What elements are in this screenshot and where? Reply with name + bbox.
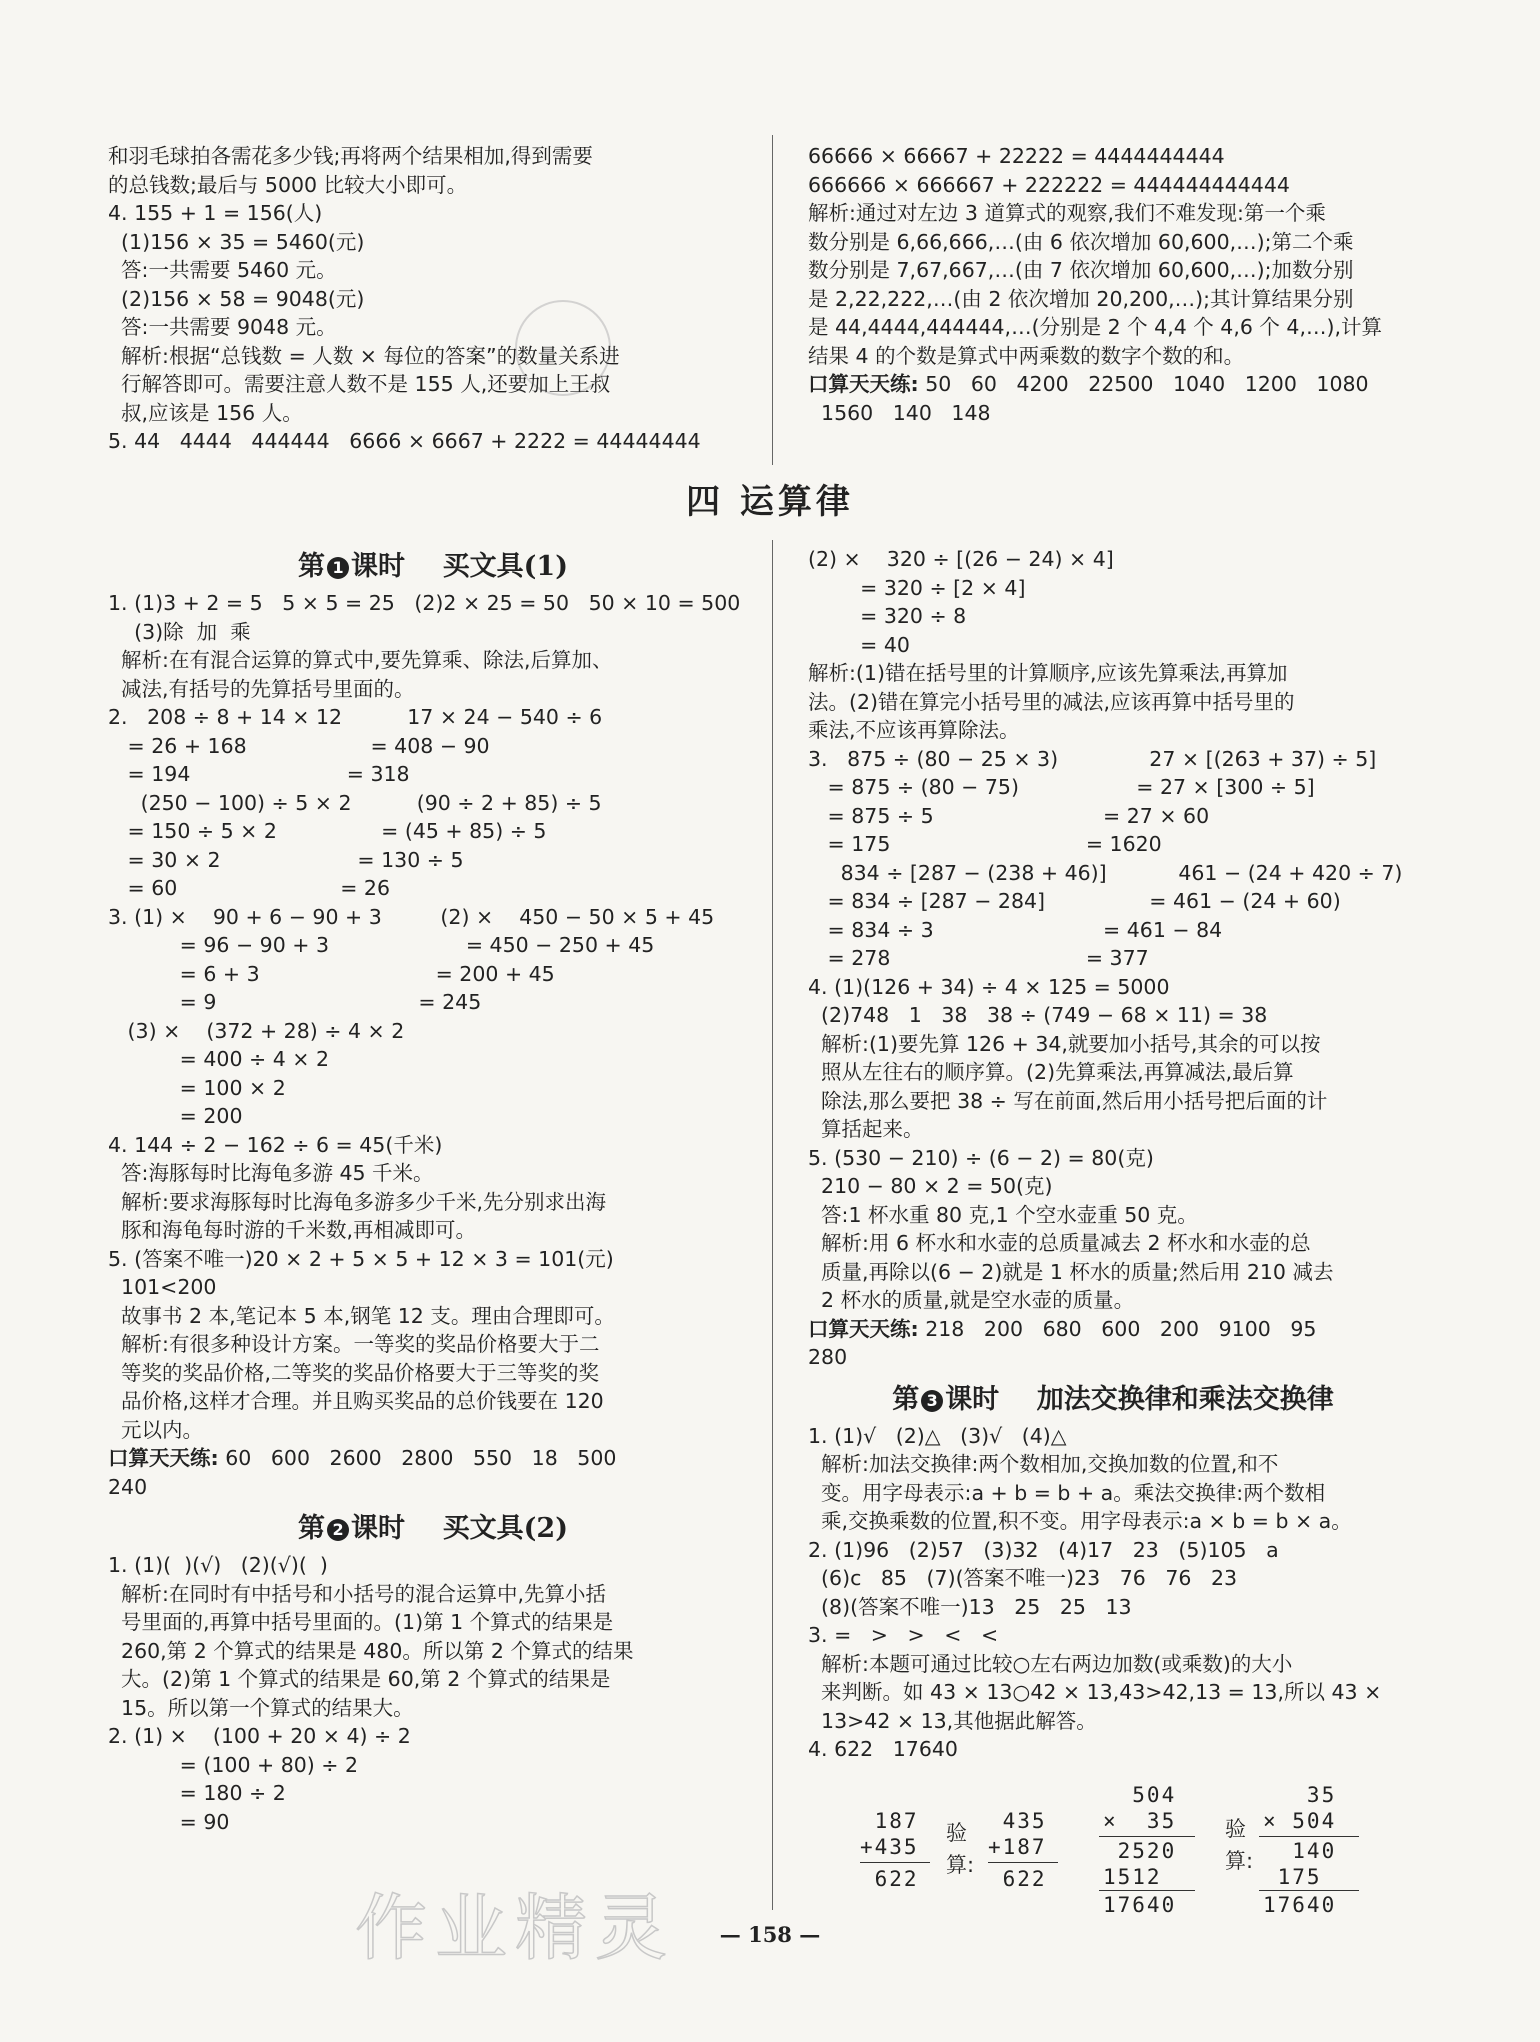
oral-practice-1	[808, 370, 1418, 399]
answer-line: (6)c 85 (7)(答案不唯一)23 76 76 23	[808, 1566, 1238, 1590]
oral-values-2: 240	[108, 1474, 148, 1499]
answer-line: (2)156 × 58 = 9048(元)	[108, 286, 365, 311]
answer-line: 号里面的,再算中括号里面的。(1)第 1 个算式的结果是	[108, 1610, 614, 1634]
answer-line: = 180 ÷ 2	[108, 1781, 286, 1805]
answer-line: = 834 ÷ [287 − 284] = 461 − (24 + 60)	[808, 889, 1341, 913]
bottom-right-column	[808, 545, 1418, 1764]
calc-addend-2: +435	[860, 1835, 919, 1859]
calc-partial-1: 2520	[1103, 1839, 1177, 1863]
answer-line: = 6 + 3 = 200 + 45	[108, 961, 555, 986]
column-divider	[772, 540, 773, 1910]
oral-values: 218 200 680 600 200 9100 95	[918, 1316, 1317, 1341]
answer-line: 2. (1)96 (2)57 (3)32 (4)17 23 (5)105 a	[808, 1537, 1279, 1562]
answer-line: 66666 × 66667 + 22222 = 4444444444	[808, 144, 1225, 168]
answer-line: = 30 × 2 = 130 ÷ 5	[108, 847, 464, 872]
column-divider	[772, 135, 773, 465]
answer-line: 除法,那么要把 38 ÷ 写在前面,然后用小括号把后面的计	[808, 1088, 1328, 1113]
answer-line: 故事书 2 本,笔记本 5 本,钢笔 12 支。理由合理即可。	[108, 1303, 615, 1328]
answer-line: = 26 + 168 = 408 − 90	[108, 733, 490, 758]
answer-line: 834 ÷ [287 − (238 + 46)] 461 − (24 + 420 ÷ 7)	[808, 860, 1403, 885]
calc-rule	[1259, 1836, 1359, 1837]
calc-partial-2: 1512	[1103, 1865, 1162, 1889]
answer-line: 结果 4 的个数是算式中两乘数的数字个数的和。	[808, 343, 1245, 368]
answer-line: 1. (1)3 + 2 = 5 5 × 5 = 25 (2)2 × 25 = 50 50 × 10 = 500	[108, 591, 741, 615]
answer-line: 2 杯水的质量,就是空水壶的质量。	[808, 1288, 1135, 1312]
answer-line: 解析:根据“总钱数 = 人数 × 每位的答案”的数量关系进	[108, 343, 620, 368]
answer-line: 解析:加法交换律:两个数相加,交换加数的位置,和不	[808, 1452, 1279, 1476]
check-label: 算:	[946, 1853, 975, 1877]
lesson-2-answers-cont	[808, 545, 1418, 1315]
answer-line: 3. (1) × 90 + 6 − 90 + 3 (2) × 450 − 50 × 5 + 45	[108, 904, 715, 929]
answer-line: = 400 ÷ 4 × 2	[108, 1047, 330, 1071]
calc-addend-1: 435	[988, 1809, 1047, 1833]
answer-line: 4. 144 ÷ 2 − 162 ÷ 6 = 45(千米)	[108, 1132, 443, 1157]
answer-line: 元以内。	[108, 1417, 204, 1442]
answer-line: = 175 = 1620	[808, 832, 1162, 856]
answer-line: 1. (1)√ (2)△ (3)√ (4)△	[808, 1423, 1067, 1448]
check-label: 验	[946, 1821, 967, 1845]
multiplication-vertical-calc	[1085, 1782, 1415, 1922]
oral-values: 50 60 4200 22500 1040 1200 1080	[918, 372, 1369, 396]
calc-product: 17640	[1103, 1893, 1177, 1917]
calc-partial-1: 140	[1263, 1839, 1337, 1863]
answer-line: 答:一共需要 5460 元。	[108, 258, 337, 282]
answer-line: = 320 ÷ 8	[808, 604, 967, 628]
lesson-number-badge: 3	[921, 1390, 943, 1412]
answer-line: 品价格,这样才合理。并且购买奖品的总价钱要在 120	[108, 1389, 604, 1413]
answer-line: 叔,应该是 156 人。	[108, 400, 303, 425]
calc-addend-1: 187	[860, 1809, 919, 1833]
lesson-number-badge: 1	[327, 557, 349, 579]
answer-line: 260,第 2 个算式的结果是 480。所以第 2 个算式的结果	[108, 1638, 634, 1663]
answer-line: 3. 875 ÷ (80 − 25 × 3) 27 × [(263 + 37) ÷ 5]	[808, 746, 1377, 771]
answer-line: = 90	[108, 1809, 230, 1834]
addition-vertical-calc	[860, 1808, 1060, 1918]
oral-label: 口算天天练:	[808, 372, 919, 396]
answer-line: 乘法,不应该再算除法。	[808, 718, 1020, 742]
answer-line: 4. 622 17640	[808, 1737, 958, 1761]
answer-line: 解析:(1)要先算 126 + 34,就要加小括号,其余的可以按	[808, 1031, 1321, 1056]
oral-label: 口算天天练:	[108, 1446, 219, 1470]
answer-line: 5. 44 4444 444444 6666 × 6667 + 2222 = 44444444	[108, 429, 701, 453]
answer-line: 13>42 × 13,其他据此解答。	[808, 1708, 1097, 1733]
lesson-1-answers	[108, 589, 758, 1444]
answer-line: 大。(2)第 1 个算式的结果是 60,第 2 个算式的结果是	[108, 1667, 611, 1691]
answer-line: 解析:用 6 杯水和水壶的总质量减去 2 杯水和水壶的总	[808, 1231, 1311, 1255]
answer-line: 变。用字母表示:a + b = b + a。乘法交换律:两个数相	[808, 1480, 1326, 1505]
answer-line: 数分别是 6,66,666,…(由 6 依次增加 60,600,…);第二个乘	[808, 229, 1354, 254]
answer-line: 解析:在有混合运算的算式中,要先算乘、除法,后算加、	[108, 648, 613, 672]
answer-line: 2. (1) × (100 + 20 × 4) ÷ 2	[108, 1724, 411, 1748]
answer-line: 照从左往右的顺序算。(2)先算乘法,再算减法,最后算	[808, 1060, 1294, 1084]
answer-line: 减法,有括号的先算括号里面的。	[108, 676, 415, 701]
answer-line: 行解答即可。需要注意人数不是 155 人,还要加上王叔	[108, 372, 611, 396]
calc-multiplicand: 504	[1103, 1783, 1177, 1807]
answer-line: 4. 155 + 1 = 156(人)	[108, 201, 323, 225]
answer-line: 5. (530 − 210) ÷ (6 − 2) = 80(克)	[808, 1145, 1154, 1170]
answer-line: 答:一共需要 9048 元。	[108, 315, 337, 339]
section-title: 四 运算律	[686, 482, 854, 522]
answer-line: (1)156 × 35 = 5460(元)	[108, 229, 365, 254]
oral-label: 口算天天练:	[808, 1316, 919, 1341]
check-label: 验	[1225, 1817, 1246, 1841]
calc-sum: 622	[860, 1867, 919, 1891]
answer-line: (3)除 加 乘	[108, 619, 251, 644]
answer-line: 等奖的奖品价格,二等奖的奖品价格要大于三等奖的奖	[108, 1360, 600, 1385]
answer-line: (250 − 100) ÷ 5 × 2 (90 ÷ 2 + 85) ÷ 5	[108, 790, 602, 815]
answer-line: 解析:本题可通过比较○左右两边加数(或乘数)的大小	[808, 1651, 1293, 1676]
answer-line: 乘,交换乘数的位置,积不变。用字母表示:a × b = b × a。	[808, 1509, 1352, 1533]
lesson-3-title: 第 3 课时 加法交换律和乘法交换律	[892, 1383, 1334, 1415]
answer-line: = 875 ÷ 5 = 27 × 60	[808, 803, 1210, 828]
answer-line: 解析:通过对左边 3 道算式的观察,我们不难发现:第一个乘	[808, 201, 1326, 225]
calc-rule	[860, 1862, 930, 1863]
oral-values-2: 1560 140 148	[808, 400, 991, 425]
answer-line: = 194 = 318	[108, 762, 410, 786]
answer-line: 数分别是 7,67,667,…(由 7 依次增加 60,600,…);加数分别	[808, 258, 1354, 282]
answer-line: 答:1 杯水重 80 克,1 个空水壶重 50 克。	[808, 1202, 1198, 1227]
check-label: 算:	[1225, 1849, 1254, 1873]
answer-line: 算括起来。	[808, 1117, 924, 1141]
calc-rule	[1099, 1890, 1195, 1891]
answer-line: 解析:在同时有中括号和小括号的混合运算中,先算小括	[108, 1581, 606, 1606]
answer-line: (2)748 1 38 38 ÷ (749 − 68 × 11) = 38	[808, 1003, 1268, 1027]
answer-line: 是 2,22,222,…(由 2 依次增加 20,200,…);其计算结果分别	[808, 286, 1354, 311]
calc-rule	[988, 1862, 1058, 1863]
answer-line: (3) × (372 + 28) ÷ 4 × 2	[108, 1018, 405, 1043]
answer-line: (2) × 320 ÷ [(26 − 24) × 4]	[808, 547, 1114, 571]
answer-line: 解析:(1)错在括号里的计算顺序,应该先算乘法,再算加	[808, 661, 1288, 685]
top-right-column	[808, 142, 1418, 427]
lesson-1-title: 第 1 课时 买文具(1)	[298, 551, 568, 582]
lesson-number-badge: 2	[327, 1519, 349, 1541]
answer-line: = 96 − 90 + 3 = 450 − 250 + 45	[108, 933, 655, 957]
answer-line: 和羽毛球拍各需花多少钱;再将两个结果相加,得到需要	[108, 144, 593, 168]
answer-line: 质量,再除以(6 − 2)就是 1 杯水的质量;然后用 210 减去	[808, 1259, 1334, 1284]
answer-line: 来判断。如 43 × 13○42 × 13,43>42,13 = 13,所以 43 ×	[808, 1680, 1382, 1704]
answer-line: = 200	[108, 1104, 243, 1128]
page-number: — 158 —	[719, 1922, 821, 1947]
answer-line: 5. (答案不唯一)20 × 2 + 5 × 5 + 12 × 3 = 101(元)	[108, 1246, 614, 1271]
calc-rule	[1259, 1890, 1359, 1891]
lesson-2-title: 第 2 课时 买文具(2)	[298, 1513, 568, 1544]
answer-line: = 100 × 2	[108, 1075, 286, 1100]
answer-line: 答:海豚每时比海龟多游 45 千米。	[108, 1161, 434, 1185]
calc-multiplier: × 504	[1263, 1809, 1337, 1833]
calc-sum: 622	[988, 1867, 1047, 1891]
answer-line: 法。(2)错在算完小括号里的减法,应该再算中括号里的	[808, 689, 1295, 714]
calc-multiplicand: 35	[1263, 1783, 1337, 1807]
oral-values-2: 280	[808, 1345, 848, 1369]
answer-line: 101<200	[108, 1275, 217, 1299]
answer-line: = 9 = 245	[108, 990, 482, 1014]
answer-line: 的总钱数;最后与 5000 比较大小即可。	[108, 172, 468, 197]
calc-product: 17640	[1263, 1893, 1337, 1917]
watermark-text: 作业精灵	[355, 1886, 676, 1970]
oral-values: 60 600 2600 2800 550 18 500	[218, 1446, 617, 1470]
answer-line: 210 − 80 × 2 = 50(克)	[808, 1174, 1053, 1198]
calc-multiplier: × 35	[1103, 1809, 1177, 1833]
answer-line: 豚和海龟每时游的千米数,再相减即可。	[108, 1218, 477, 1242]
answer-line: = 40	[808, 632, 910, 657]
answer-line: = 320 ÷ [2 × 4]	[808, 575, 1026, 600]
answer-line: 1. (1)( )(√) (2)(√)( )	[108, 1553, 328, 1577]
lesson-3-answers	[808, 1422, 1418, 1764]
oral-practice-2	[108, 1444, 758, 1473]
answer-line: = 150 ÷ 5 × 2 = (45 + 85) ÷ 5	[108, 819, 547, 843]
answer-line: (8)(答案不唯一)13 25 25 13	[808, 1594, 1132, 1619]
lesson-2-answers	[108, 1551, 758, 1836]
answer-line: 是 44,4444,444444,…(分别是 2 个 4,4 个 4,6 个 4,…),计算	[808, 315, 1383, 339]
answer-line: = 875 ÷ (80 − 75) = 27 × [300 ÷ 5]	[808, 775, 1315, 799]
calc-partial-2: 175	[1263, 1865, 1322, 1889]
top-left-column	[108, 142, 758, 456]
bottom-left-column	[108, 545, 758, 1836]
answer-line: 3. = > > < <	[808, 1623, 999, 1647]
answer-line: 解析:要求海豚每时比海龟多游多少千米,先分别求出海	[108, 1189, 606, 1214]
answer-line: 解析:有很多种设计方案。一等奖的奖品价格要大于二	[108, 1332, 600, 1356]
answer-line: 15。所以第一个算式的结果大。	[108, 1695, 414, 1720]
answer-line: 666666 × 666667 + 222222 = 444444444444	[808, 172, 1290, 197]
answer-line: 4. (1)(126 + 34) ÷ 4 × 125 = 5000	[808, 974, 1170, 999]
answer-line: = 278 = 377	[808, 946, 1149, 970]
calc-addend-2: +187	[988, 1835, 1047, 1859]
answer-line: 2. 208 ÷ 8 + 14 × 12 17 × 24 − 540 ÷ 6	[108, 705, 603, 729]
answer-line: = 834 ÷ 3 = 461 − 84	[808, 917, 1223, 942]
calc-rule	[1099, 1836, 1195, 1837]
oral-practice-3	[808, 1315, 1418, 1344]
top-right-lines	[808, 142, 1418, 370]
answer-line: = (100 + 80) ÷ 2	[108, 1752, 359, 1777]
answer-line: = 60 = 26	[108, 876, 391, 900]
